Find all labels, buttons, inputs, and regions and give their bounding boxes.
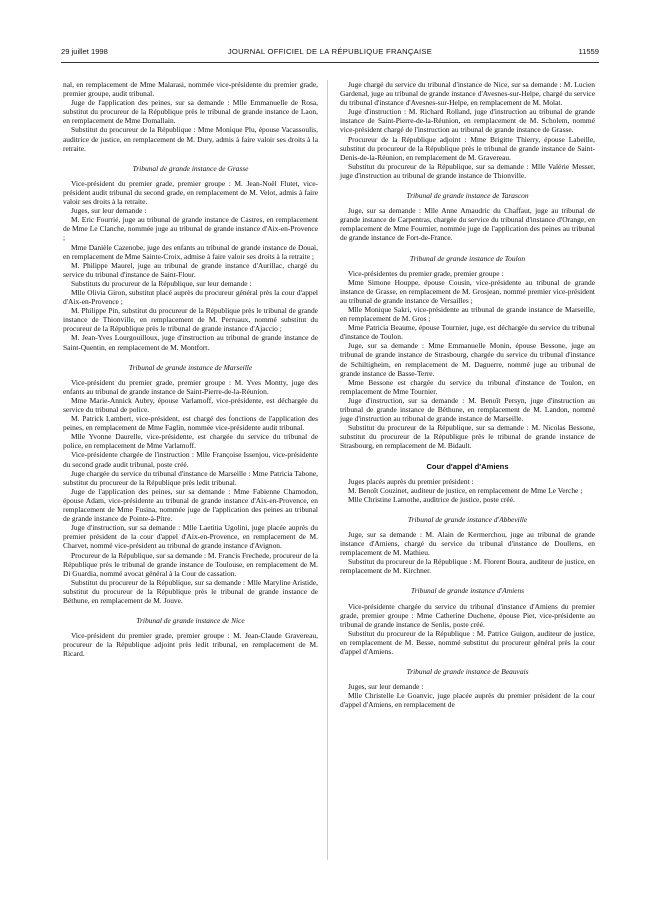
paragraph: M. Philippe Pin, substitut du procureur de la République près le tribunal de grande instance de Thionville, en remplacement de M. Perruaux, nommé substitut du procureur de la République près le tribunal de grande instance d'Ajaccio ; xyxy=(63,306,318,334)
header-date: 29 juillet 1998 xyxy=(61,47,108,56)
paragraph: Procureur de la République adjoint : Mme Brigitte Thierry, épouse Labeille, substitut du procureur de la République près le tribunal de grande instance de Saint-Denis-de-la-Réunion, en remplacement de M. Gravereau. xyxy=(340,134,595,162)
paragraph: Juge, sur sa demande : Mme Emmanuelle Monin, épouse Bessone, juge au tribunal de grande instance de Strasbourg, chargée du service du tribunal d'instance de Schiltigheim, en remplacement de M. Daguerre, nommé juge au tribunal de grande instance de Basse-Terre. xyxy=(340,341,595,378)
paragraph: Mlle Yvonne Daurelle, vice-présidente, est chargée du service du tribunal de police, en remplacement de Mme Varlamoff. xyxy=(63,432,318,451)
paragraph: Substitut du procureur de la République, sur sa demande : Mlle Maryline Aristide, substitut du procureur de la République près le tribunal de grande instance de Béthune, en remplacement de M. Jouve. xyxy=(63,577,318,605)
paragraph: Juges, sur leur demande : xyxy=(348,682,424,692)
paragraph: Vice-président du premier grade, premier groupe : M. Jean-Claude Gravereau, procureur de la République adjoint près ledit tribunal, en remplacement de M. Ricard. xyxy=(63,631,318,659)
paragraph: Vice-président du premier grade, premier groupe : M. Yves Montty, juge des enfants au tribunal de grande instance de Saint-Pierre-de-la-Réunion. xyxy=(63,377,318,396)
paragraph: Mme Danièle Cazenobe, juge des enfants au tribunal de grande instance de Douai, en remplacement de Mme Sainte-Croix, admise à faire valoir ses droits à la retraite ; xyxy=(63,242,318,261)
paragraph: Substitut du procureur de la République : M. Florent Boura, auditeur de justice, en remplacement de M. Kirchner. xyxy=(340,557,595,576)
header-page-number: 11559 xyxy=(578,47,599,56)
paragraph: Mme Simone Houppe, épouse Cousin, vice-présidente au tribunal de grande instance de Grasse, en remplacement de M. Grosjean, nommé premier vice-président au tribunal de grande instance de Versailles ; xyxy=(340,277,595,305)
paragraph: Vice-président du premier grade, premier groupe : M. Jean-Noël Flutet, vice-président audit tribunal du second grade, en remplacement de M. Velot, admis à faire valoir ses droits à la retraite. xyxy=(63,178,318,207)
paragraph: Mlle Monique Sakri, vice-présidente au tribunal de grande instance de Marseille, en remplacement de M. Gros ; xyxy=(340,304,595,324)
header-title: JOURNAL OFFICIEL DE LA RÉPUBLIQUE FRANÇAISE xyxy=(227,47,433,56)
paragraph: Juge chargée du service du tribunal d'instance de Marseille : Mme Patricia Tabone, substitut du procureur de la République près ledit tribunal. xyxy=(63,468,318,487)
paragraph: M. Jean-Yves Lourgouilloux, juge d'instruction au tribunal de grande instance de Saint-Quentin, en remplacement de M. Montfort. xyxy=(63,333,318,352)
paragraph: Vice-présidente chargée du service du tribunal d'instance d'Amiens du premier grade, premier groupe : Mme Catherine Duchene, épouse Piet, vice-présidente au tribunal de grande instance de Senlis, poste créé. xyxy=(340,601,595,629)
paragraph: Juge de l'application des peines, sur sa demande : Mme Fabienne Chamodon, épouse Adam, vice-présidente au tribunal de grande instance d'Aix-en-Provence, en remplacement de Mme Fusina, nommée juge de l'application des peines au tribunal de grande instance de Pointe-à-Pitre. xyxy=(63,486,318,524)
paragraph: M. Eric Fourrié, juge au tribunal de grande instance de Castres, en remplacement de Mme Le Clanche, nommée juge au tribunal de grande instance d'Aix-en-Provence ; xyxy=(63,215,318,243)
left-column xyxy=(63,80,318,658)
page-header xyxy=(61,47,599,61)
paragraph: Juge d'instruction, sur sa demande : Mlle Laetitia Ugolini, juge placée auprès du premier président de la cour d'appel d'Aix-en-Provence, en remplacement de M. Charvet, nommé vice-président au tribunal de grande instance d'Avignon. xyxy=(63,523,318,551)
paragraph: nal, en remplacement de Mme Malarasi, nommée vice-présidente du premier grade, premier groupe, audit tribunal. xyxy=(63,80,318,99)
paragraph: Vice-présidentes du premier grade, premier groupe : xyxy=(348,268,504,278)
section-heading: Tribunal de grande instance d'Abbeville xyxy=(407,514,528,524)
paragraph: Juge de l'application des peines, sur sa demande : Mlle Emmanuelle de Rosa, substitut du procureur de la République près le tribunal de grande instance de Laon, en remplacement de Mme Domallain. xyxy=(63,98,318,126)
paragraph: Mlle Christine Lamothe, auditrice de justice, poste créé. xyxy=(348,494,515,504)
paragraph: Juge, sur sa demande : M. Alain de Kermerchou, juge au tribunal de grande instance d'Amiens, chargé du service du tribunal d'instance de Doullens, en remplacement de M. Mathieu. xyxy=(340,529,595,558)
header-rule xyxy=(61,62,599,63)
section-heading: Tribunal de grande instance de Tarascon xyxy=(406,191,529,201)
paragraph: Juge d'instruction, sur sa demande : M. Benoît Persyn, juge d'instruction au tribunal de grande instance de Béthune, en remplacement de M. Landon, nommé juge d'instruction au tribunal de grande instance de Marseille. xyxy=(340,395,595,424)
paragraph: Substitut du procureur de la République, sur sa demande : M. Nicolas Bessone, substitut du procureur de la République près le tribunal de grande instance de Strasbourg, en remplacement de M. Bidault. xyxy=(340,423,595,451)
section-heading: Tribunal de grande instance de Grasse xyxy=(132,163,249,173)
paragraph: Mme Patricia Beaume, épouse Tournier, juge, est déchargée du service du tribunal d'instance de Toulon. xyxy=(340,323,595,342)
paragraph: M. Philippe Maurel, juge au tribunal de grande instance d'Aurillac, chargé du service du tribunal d'instance de Saint-Flour. xyxy=(63,260,318,279)
court-heading: Cour d'appel d'Amiens xyxy=(426,462,509,472)
paragraph: Mlle Christelle Le Goanvic, juge placée auprès du premier président de la cour d'appel d'Amiens, en remplacement de xyxy=(340,691,595,710)
right-column xyxy=(340,80,595,709)
section-heading: Tribunal de grande instance de Nice xyxy=(136,616,245,626)
paragraph: Substitut du procureur de la République : M. Patrice Guigon, auditeur de justice, en remplacement de M. Besse, nommé substitut du procureur général près la cour d'appel d'Amiens. xyxy=(340,628,595,656)
paragraph: Substitut du procureur de la République : Mme Monique Plu, épouse Vacassoulis, auditrice de justice, en remplacement de M. Dury, admis à faire valoir ses droits à la retraite. xyxy=(63,125,318,153)
paragraph: Juge chargé du service du tribunal d'instance de Nice, sur sa demande : M. Lucien Gardenal, juge au tribunal de grande instance d'Avesnes-sur-Helpe, chargé du service du tribunal d'instance d'Avesnes-sur-Helpe, en remplacement de M. Molat. xyxy=(340,80,595,108)
paragraph: Mme Marie-Annick Aubry, épouse Varlamoff, vice-présidente, est déchargée du service du tribunal de police. xyxy=(63,395,318,414)
paragraph: Vice-présidente chargée de l'instruction : Mlle Françoise Issenjou, vice-présidente du second grade audit tribunal, poste créé. xyxy=(63,450,318,469)
paragraph: Mme Bessone est chargée du service du tribunal d'instance de Toulon, en remplacement de Mme Tournier. xyxy=(340,377,595,396)
paragraph: Procureur de la République, sur sa demande : M. Francis Frechede, procureur de la République près le tribunal de grande instance de Toulouse, en remplacement de M. Di Guardia, nommé avocat général à la Cour de cassation. xyxy=(63,550,319,578)
section-heading: Tribunal de grande instance de Toulon xyxy=(409,253,526,263)
paragraph: M. Benoît Couzinet, auditeur de justice, en remplacement de Mme Le Verche ; xyxy=(348,485,583,495)
paragraph: Mlle Olivia Giron, substitut placé auprès du procureur général près la cour d'appel d'Aix-en-Provence ; xyxy=(63,287,318,307)
column-divider xyxy=(327,80,328,860)
paragraph: Substitut du procureur de la République, sur sa demande : Mlle Valérie Messer, juge d'instruction au tribunal de grande instance de Thionville. xyxy=(340,161,595,180)
paragraph: Juge d'instruction : M. Richard Rolland, juge d'instruction au tribunal de grande instance de Saint-Pierre-de-la-Réunion, en remplacement de M. Scholem, nommé vice-président chargé de l'instruction au tribunal de grande instance de Grasse. xyxy=(340,107,595,135)
section-heading: Tribunal de grande instance de Beauvais xyxy=(406,667,529,677)
paragraph: Juges, sur leur demande : xyxy=(71,206,147,216)
paragraph: M. Patrick Lambert, vice-président, est chargé des fonctions de l'application des peines, en remplacement de Mme Faglin, nommée vice-présidente audit tribunal. xyxy=(63,414,318,433)
section-heading: Tribunal de grande instance de Marseille xyxy=(128,362,253,372)
paragraph: Substituts du procureur de la République, sur leur demande : xyxy=(71,278,252,288)
paragraph: Juge, sur sa demande : Mlle Anne Amaudric du Chaffaut, juge au tribunal de grande instance de Carpentras, chargée du service du tribunal d'instance d'Orange, en remplacement de Mme Fournier, nommée juge de l'application des peines au tribunal de grande instance de Fort-de-France. xyxy=(340,206,595,243)
paragraph: Juges placés auprès du premier président : xyxy=(348,476,474,486)
section-heading: Tribunal de grande instance d'Amiens xyxy=(410,586,525,596)
